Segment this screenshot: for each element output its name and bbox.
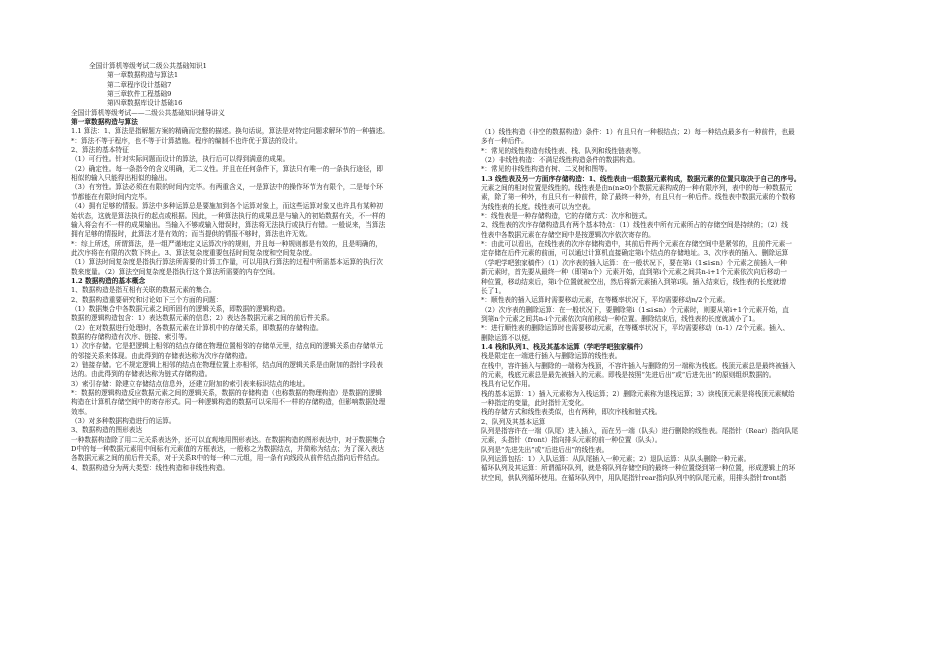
- toc-item[interactable]: 第一章数据构造与算法1: [107, 71, 179, 80]
- text-line: 种位置，移动结束后，第i个位置就被空出，然后将新元素插入到第i项。插入结束后，线性表的长度就增: [481, 277, 787, 286]
- text-line: 2、队列及其基本运算: [481, 417, 546, 426]
- text-line: 的元素，栈底元素总是最先被插入的元素。即栈是按照“先进后出”或“后进先出”的原则组织数据的。: [481, 370, 776, 379]
- text-line: 2、算法的基本特征: [71, 146, 129, 155]
- text-line: 1、数据构造是指互相有关联的数据元素的集合。: [71, 286, 216, 295]
- text-line: 素，除了第一种外，有且只有一种前件，除了最终一种外，有且只有一种后件。线性表中数据元素的个数称: [481, 193, 796, 202]
- text-line: 的邻接关系来体现。由此得到的存储表达称为次序存储构造。: [71, 351, 252, 360]
- text-line: 2、线性表的次序存储构造具有两个基本特点：（1）线性表中所有元素所占的存储空间是持续的；（2）线: [481, 221, 788, 230]
- text-line: *：常见的线性构造有线性表、栈、队列和线性链表等。: [481, 146, 645, 155]
- text-line: 数来度量。（2）算法空间复杂度是指执行这个算法所需要的内存空间。: [71, 267, 280, 276]
- text-line: （1）数据集合中各数据元素之间所固有的逻辑关系，即数据的逻辑构造。: [71, 304, 290, 313]
- text-line: 一种指定的变量，此时指针无变化。: [481, 398, 588, 407]
- text-line: 达的。由此得到的存储表达称为链式存储构造。: [71, 370, 212, 379]
- text-line: *：常见的非线性构造有树、二叉树和图等。: [481, 165, 612, 174]
- text-line: （1）算法时间复杂度是指执行算法所需要的计算工作量，可以用执行算法的过程中所需基本运算的执行次: [71, 258, 383, 267]
- left-column: [71, 62, 499, 473]
- right-column: [481, 128, 903, 483]
- text-line: 各数据元素之间的前后件关系，对于关系R中的每一种二元组，用一条有向线段从前件结点指向后件结点。: [71, 454, 384, 463]
- text-line: 定存储在后件元素的前面，可以通过计算机直接确定第i个结点的存储地址。3、次序表的插入、删除运算: [481, 249, 789, 258]
- text-line: 4、数据构造分为两大类型：线性构造和非线性构造。: [71, 463, 230, 472]
- text-line: *：顺性表的插入运算时需要移动元素，在等概率状况下，平均需要移动n/2个元素。: [481, 296, 730, 305]
- text-line: 效率。: [71, 407, 92, 416]
- text-line: 删除运算不以便。: [481, 333, 535, 342]
- text-line: （2）确定性。每一条指令的含义明确，无二义性。并且在任何条件下，算法只有唯一的一条执行途径，即: [71, 164, 383, 173]
- text-line: 此次序将在有限的次数下终止。3、算法复杂度重要包括时间复杂度和空间复杂度。: [71, 248, 317, 257]
- text-line: *：数据的逻辑构造反应数据元素之间的逻辑关系，数据的存储构造（也称数据的物理构造）是数据的逻辑: [71, 389, 382, 398]
- text-line: （2）次序表的删除运算：在一般状况下，要删除第i（1≤i≤n）个元素时，则要从第i+1个元素开始，直: [481, 305, 789, 314]
- text-line: 2、数据构造重要研究和讨论如下三个方面的问题：: [71, 295, 223, 304]
- text-line: 2）链接存储。它不规定逻辑上相邻的结点在物理位置上亦相邻，结点间的逻辑关系是由附加的指针字段表: [71, 361, 383, 369]
- text-line: 元素之间的相对位置是线性的。线性表是由n(n≥0)个数据元素构成的一种有限序列，表中的每一种数据元: [481, 184, 793, 193]
- text-line: 元素，头指针（front）指向排头元素的前一种位置（队头）。: [481, 436, 662, 445]
- text-line: 1.2 数据构造的基本概念: [71, 276, 146, 285]
- toc-item[interactable]: 第四章数据库设计基础16: [107, 99, 183, 108]
- text-line: 循环队列及其运算：所谓循环队列，就是将队列存储空间的最终一种位置绕到第一种位置，形成逻辑上的环: [481, 464, 796, 473]
- text-line: （4）拥有足够的情报。算法中多种运算总是要施加到各个运算对象上，而这些运算对象又也许具有某种初: [71, 202, 383, 211]
- text-line: 1.4 栈和队列1、栈及其基本运算（学吧学吧独家稿件）: [481, 342, 647, 351]
- text-line: 1.1 算法：1、算法是指解题方案的精确而完整的描述。换句话说，算法是对特定问题求解环节的一种描述。: [71, 127, 389, 136]
- text-line: 队列运算包括：1）入队运算：从队尾插入一种元素；2）退队运算：从队头删除一种元素。: [481, 455, 751, 464]
- text-line: *：综上所述，所谓算法，是一组严谨地定义运算次序的规则，并且每一种规则都是有效的，且是明确的，: [71, 239, 382, 248]
- text-line: 栈是限定在一端进行插入与删除运算的线性表。: [481, 352, 622, 361]
- text-line: 全国计算机等级考试——二级公共基础知识辅导讲义: [71, 108, 225, 117]
- text-line: 队列是“先进先出”或“后进后出”的线性表。: [481, 445, 609, 454]
- text-line: （2）非线性构造：不满足线性构造条件的数据构造。: [481, 156, 640, 165]
- text-line: （2）在对数据进行处理时，各数据元素在计算机中的存储关系，即数据的存储构造。: [71, 323, 323, 332]
- text-line: 栈具有记忆作用。: [481, 380, 535, 389]
- text-line: （1）可行性。针对实际问题而设计的算法，执行后可以得到满意的成果。: [71, 155, 290, 164]
- right-body: [481, 128, 903, 483]
- text-line: 拥有足够的情报时，此算法才是有效的；而当提供的情报不够时，算法也许无效。: [71, 230, 312, 239]
- text-line: 构造在计算机存储空间中的寄存形式。同一种逻辑构造的数据可以采用不一样的存储构造，但影响数据处理: [71, 398, 386, 407]
- text-line: 3）索引存储：除建立存储结点信息外，还建立附加的索引表来标识结点的地址。: [71, 379, 310, 388]
- text-line: （学吧学吧独家稿件）（1）次序表的插入运算：在一般状况下，要在第i（1≤i≤n）个元素之前插入一种: [481, 258, 787, 267]
- text-line: 新元素时，首先要从最终一种（即第n个）元素开始，直到第i个元素之间共n-i+1个元素依次向后移动一: [481, 268, 787, 277]
- text-line: 状空间，供队列循环使用。在循环队列中，用队尾指针rear指向队列中的队尾元素，用排头指针front指: [481, 473, 787, 482]
- text-line: D中的每一种数据元素用中间标有元素值的方框表达，一般称之为数据结点，并简称为结点；为了深入表达: [71, 445, 384, 454]
- text-line: 多有一种后件。: [481, 137, 528, 146]
- text-line: 为线性表的长度。线性表可以为空表。: [481, 202, 595, 211]
- text-line: *：由此可以看出，在线性表的次序存储构造中，其前后件两个元素在存储空间中是紧邻的，且前件元素一: [481, 240, 792, 249]
- text-line: 节都能在有限时间内完毕。: [71, 192, 152, 201]
- text-line: 相似的输入只能得出相似的输出。: [71, 174, 172, 183]
- toc-item[interactable]: 第三章软件工程基础9: [107, 90, 172, 99]
- text-line: （3）有穷性。算法必须在有限的时间内完毕。有两重含义，一是算法中的操作环节为有限个，二是每个环: [71, 183, 383, 192]
- text-line: 长了1。: [481, 286, 506, 295]
- text-line: 性表中各数据元素在存储空间中是按逻辑次序依次寄存的。: [481, 230, 655, 239]
- left-body: [71, 109, 499, 473]
- text-line: 始状态，这就是算法执行的起点或根据。因此，一种算法执行的成果总是与输入的初始数据有关，不一样的: [71, 211, 386, 220]
- text-line: 数据的存储构造有次序、链接、索引等。: [71, 332, 192, 341]
- text-line: 一种数据构造除了用二元关系表达外，还可以直观地用图形表达。在数据构造的图形表达中，对于数据集合: [71, 435, 386, 444]
- text-line: 1）次序存储。它是把逻辑上相邻的结点存储在物理位置相邻的存储单元里，结点间的逻辑关系由存储单元: [71, 342, 383, 351]
- text-line: 数据的逻辑构造包含：1）表达数据元素的信息；2）表达各数据元素之间的前后件关系。: [71, 314, 334, 323]
- text-line: 1.3 线性表及另一方面序存储构造：1、线性表由一组数据元素构成，数据元素的位置只取决于自己的序号。: [481, 174, 801, 183]
- text-line: 在栈中，容许插入与删除的一端称为栈顶，不容许插入与删除的另一端称为栈底。栈顶元素总是最终被插入: [481, 361, 796, 370]
- toc-title: 全国计算机等级考试二级公共基础知识1: [89, 62, 207, 70]
- toc-item[interactable]: 第二章程序设计基础7: [107, 80, 172, 89]
- text-line: 栈的存储方式和线性表类似，也有两种，即次序栈和链式栈。: [481, 408, 662, 417]
- text-line: 栈的基本运算：1）插入元素称为入栈运算；2）删除元素称为退栈运算；3）读栈顶元素是将栈顶元素赋给: [481, 389, 795, 398]
- text-line: 第一章数据构造与算法: [71, 118, 138, 127]
- text-line: *：算法不等于程序，也不等于计算措施。程序的编制不也许优于算法的设计。: [71, 136, 302, 145]
- text-line: 到第n个元素之间共n-i个元素依次向前移动一种位置。删除结束后，线性表的长度就减小了1。: [481, 314, 760, 323]
- text-line: （3）对多种数据构造进行的运算。: [71, 417, 176, 426]
- text-line: *：进行顺性表的删除运算时也需要移动元素，在等概率状况下，平均需要移动（n-1）/2个元素。插入、: [481, 324, 790, 333]
- text-line: *：线性表是一种存储构造，它的存储方式：次序和链式。: [481, 212, 652, 221]
- text-line: 3、数据构造的图形表达: [71, 426, 143, 435]
- text-line: 输入将会有不一样的成果输出。当输入不够或输入错误时，算法将无法执行或执行有错。一般说来，当算法: [71, 220, 386, 229]
- text-line: （1）线性构造（非空的数据构造）条件：1）有且只有一种根结点；2）每一种结点最多有一种前件，也最: [481, 128, 795, 136]
- text-line: 队列是指容许在一端（队尾）进入插入，而在另一端（队头）进行删除的线性表。尾指针（Rear）指向队尾: [481, 427, 799, 435]
